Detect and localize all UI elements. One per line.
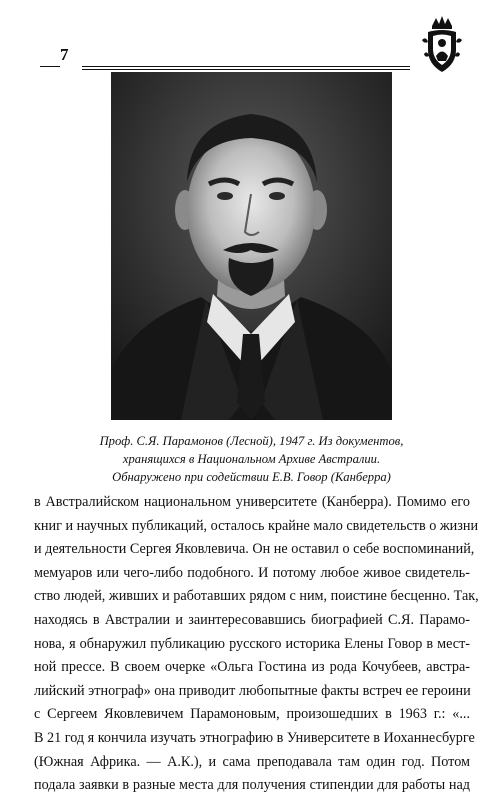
header-rule-left — [40, 66, 60, 67]
text-line: находясь в Австралии и заинтересовавшись биографией С.Я. Парамо- — [34, 611, 470, 628]
caption-line: Обнаружено при содействии Е.В. Говор (Канберра) — [112, 470, 391, 484]
coat-of-arms-icon — [418, 14, 466, 76]
text-line: мемуаров или чего-либо подобного. И потому любое живое свидетель- — [34, 564, 470, 581]
text-line: (Южная Африка. — А.К.), и сама преподавала там один год. Потом — [34, 753, 470, 770]
header-rule — [82, 66, 410, 67]
page-header — [0, 0, 503, 80]
text-line: ство людей, живших и работавших рядом с ним, поистине бесценно. Так, — [34, 588, 479, 605]
text-line: подала заявки в разные места для получения стипендии для работы над — [34, 777, 470, 794]
text-line: лийский этнограф» она приводит любопытные факты встреч ее героини — [34, 682, 471, 699]
text-line: ной прессе. В своем очерке «Ольга Гостина из рода Кочубеев, австра- — [34, 659, 470, 676]
caption-line: хранящихся в Национальном Архиве Австралии. — [122, 452, 381, 466]
text-line: В 21 год я кончила изучать этнографию в Университете в Иоханнесбурге — [34, 729, 475, 746]
portrait-photo — [111, 72, 392, 420]
photo-caption — [60, 432, 443, 486]
caption-line: Проф. С.Я. Парамонов (Лесной), 1947 г. Из документов, — [99, 434, 404, 448]
body-paragraph — [34, 491, 479, 798]
text-line: и деятельности Сергея Яковлевича. Он не оставил о себе воспоминаний, — [34, 541, 475, 558]
text-line: нова, я обнаружил публикацию русского историка Елены Говор в мест- — [34, 635, 470, 652]
text-line: в Австралийском национальном университете (Канберра). Помимо его — [34, 494, 470, 510]
text-line: с Сергеем Яковлевичем Парамоновым, произошедших в 1963 г.: «... — [34, 706, 470, 723]
text-line: книг и научных публикаций, осталось крайне мало свидетельств о жизни — [34, 517, 479, 534]
page-number: 7 — [60, 45, 70, 64]
